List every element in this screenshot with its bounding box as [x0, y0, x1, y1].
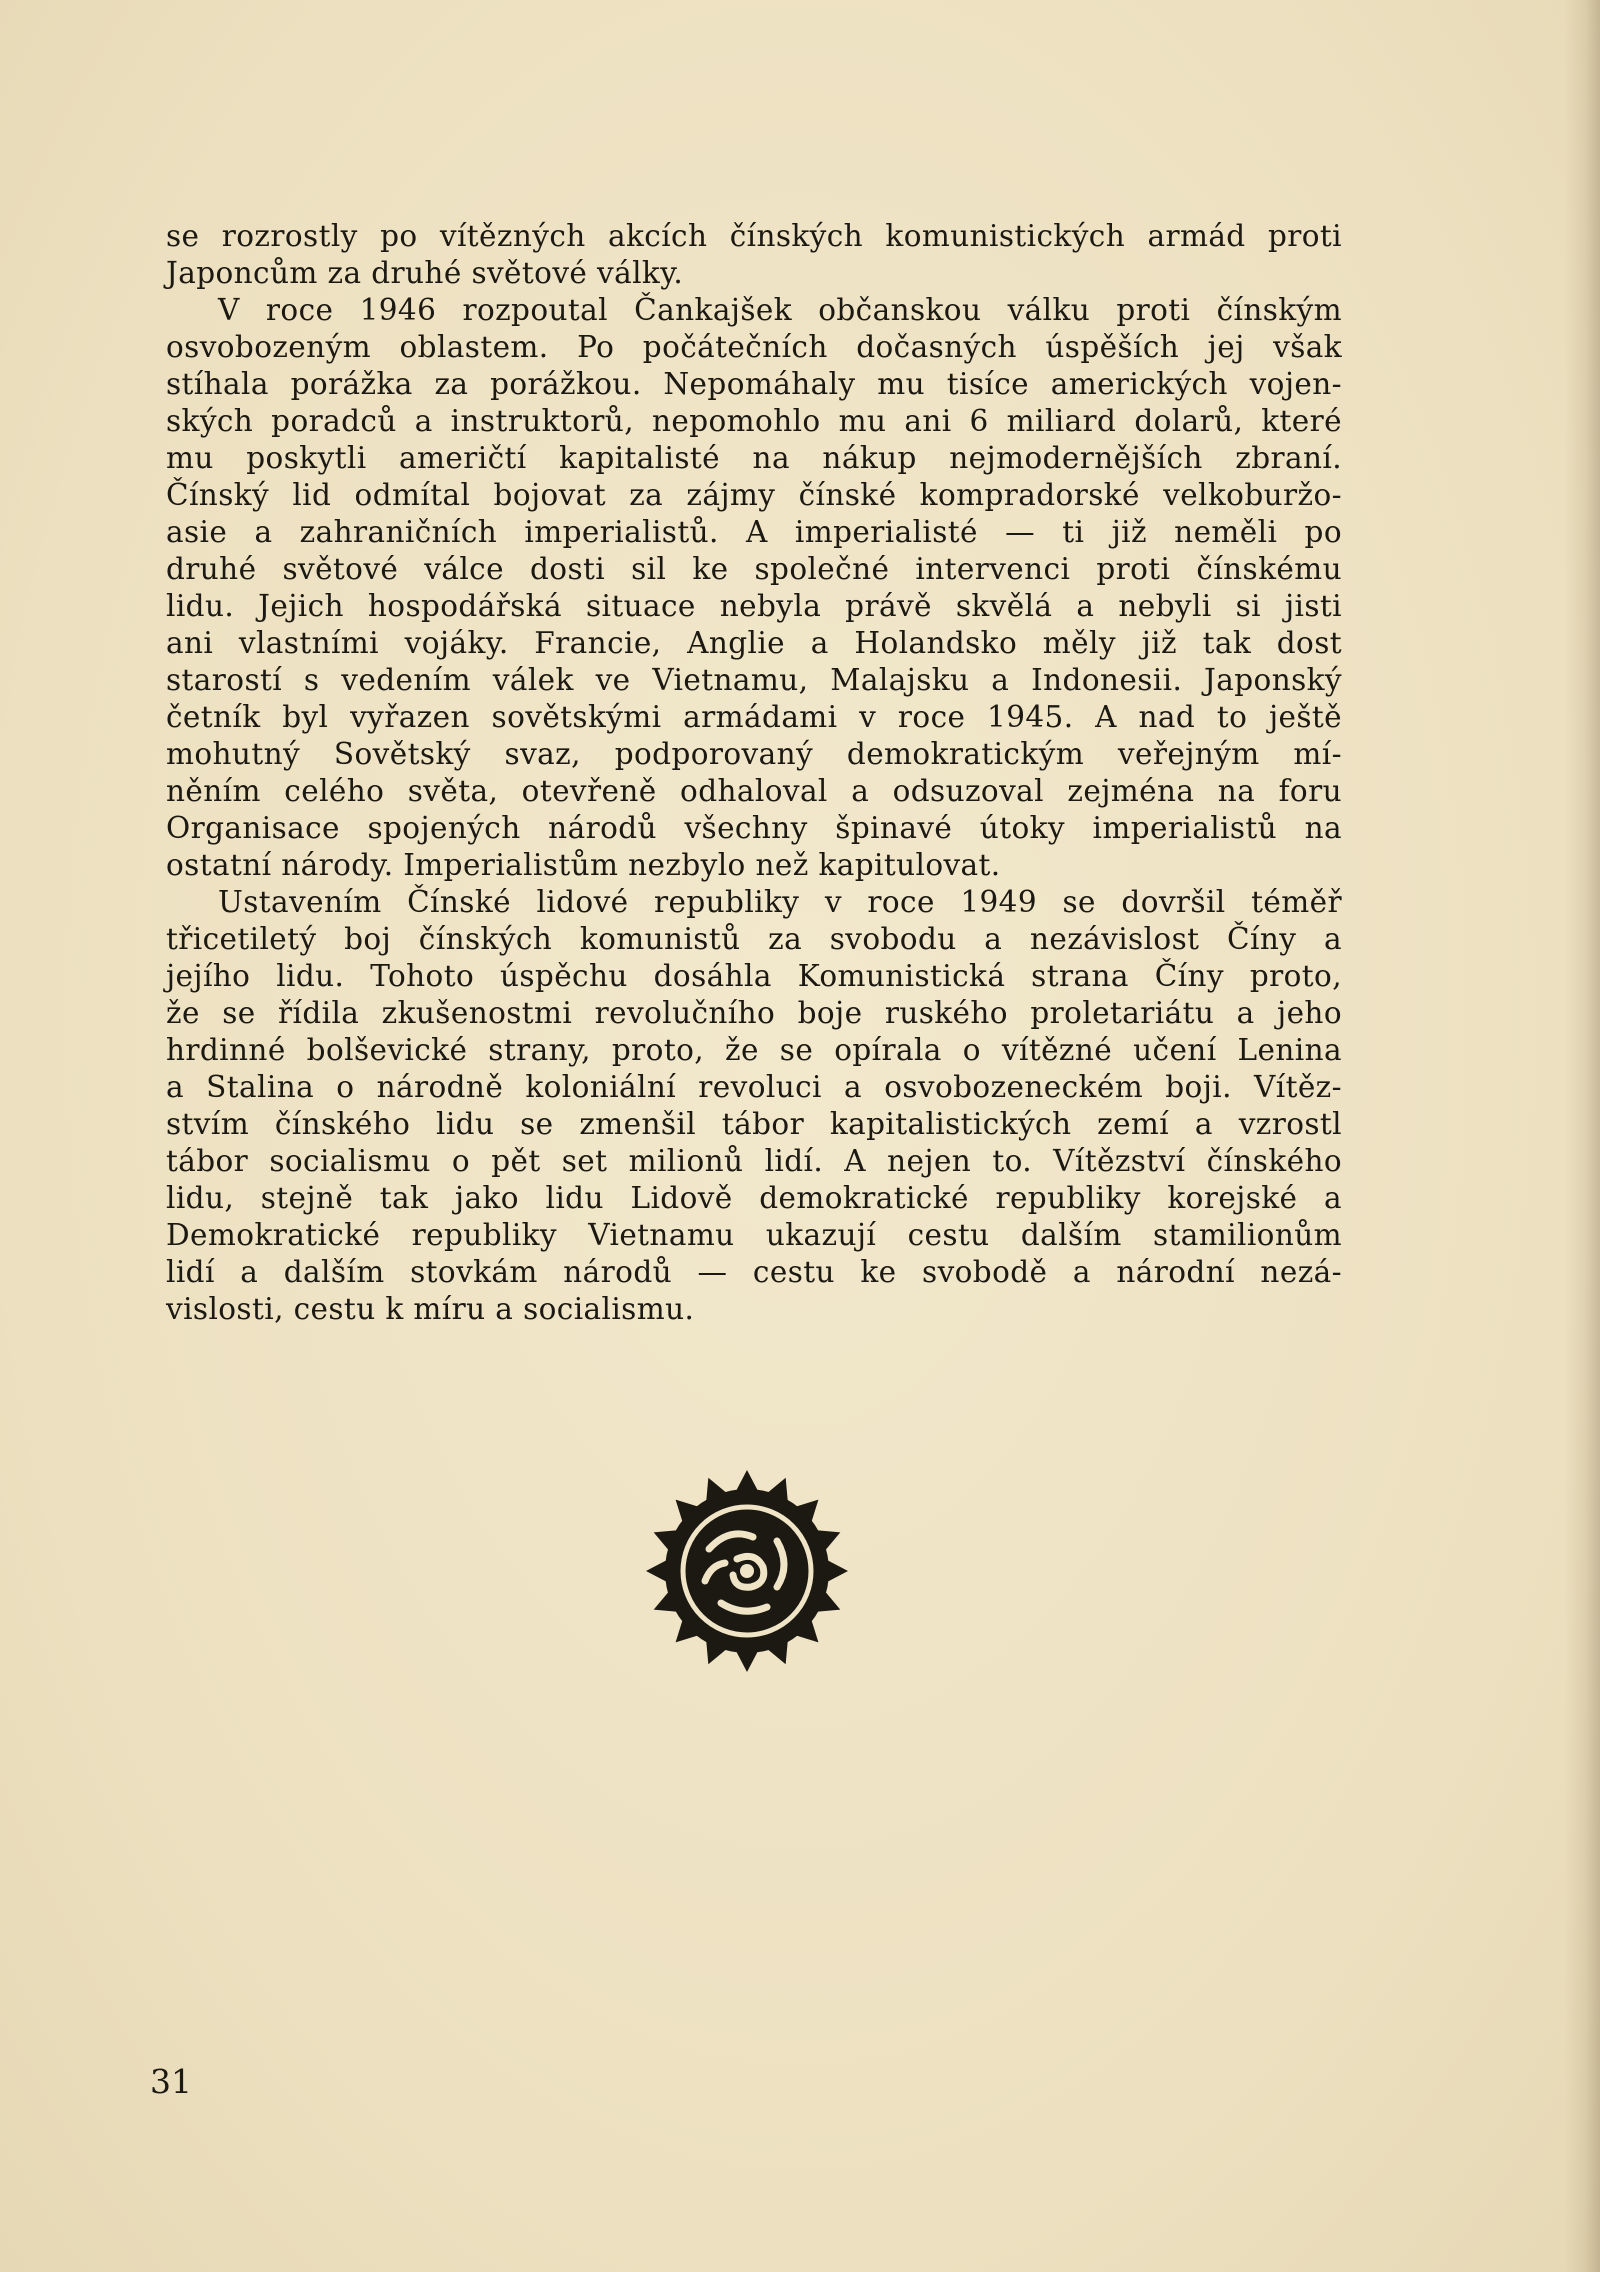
body-text	[166, 218, 1342, 1328]
paragraph-start-line: V roce 1946 rozpoutal Čankajšek občanskou válku proti čínským	[218, 293, 1342, 327]
text-line: Japoncům za druhé světové války.	[166, 256, 684, 290]
text-line: asie a zahraničních imperialistů. A imperialisté — ti již neměli po	[166, 515, 1342, 549]
text-line: starostí s vedením válek ve Vietnamu, Malajsku a Indonesii. Japonský	[166, 663, 1342, 697]
text-line: druhé světové válce dosti sil ke společné intervenci proti čínskému	[166, 552, 1342, 586]
page-edge-shadow	[1564, 0, 1600, 2272]
text-line: a Stalina o národně koloniální revoluci a osvobozeneckém boji. Vítěz-	[166, 1070, 1342, 1104]
text-line: něním celého světa, otevřeně odhaloval a odsuzoval zejména na foru	[166, 774, 1342, 808]
text-line: vislosti, cestu k míru a socialismu.	[166, 1292, 695, 1326]
text-line: ských poradců a instruktorů, nepomohlo mu ani 6 miliard dolarů, které	[166, 404, 1342, 438]
text-line: četník byl vyřazen sovětskými armádami v roce 1945. A nad to ještě	[166, 700, 1342, 734]
page-number: 31	[150, 2062, 192, 2101]
text-line: Čínský lid odmítal bojovat za zájmy čínské kompradorské velkoburžo-	[166, 478, 1342, 512]
sun-emblem-icon	[644, 1468, 850, 1674]
text-line: ani vlastními vojáky. Francie, Anglie a Holandsko měly již tak dost	[166, 626, 1342, 660]
text-line: Demokratické republiky Vietnamu ukazují cestu dalším stamilionům	[166, 1218, 1342, 1252]
paragraph-start-line: Ustavením Čínské lidové republiky v roce 1949 se dovršil téměř	[218, 885, 1342, 919]
text-line: hrdinné bolševické strany, proto, že se opírala o vítězné učení Lenina	[166, 1033, 1342, 1067]
text-line: jejího lidu. Tohoto úspěchu dosáhla Komunistická strana Číny proto,	[166, 959, 1342, 993]
text-line: mohutný Sovětský svaz, podporovaný demokratickým veřejným mí-	[166, 737, 1342, 771]
text-line: se rozrostly po vítězných akcích čínských komunistických armád proti	[166, 219, 1342, 253]
text-line: Organisace spojených národů všechny špinavé útoky imperialistů na	[166, 811, 1342, 845]
text-line: stvím čínského lidu se zmenšil tábor kapitalistických zemí a vzrostl	[166, 1107, 1342, 1141]
text-line: lidí a dalším stovkám národů — cestu ke svobodě a národní nezá-	[166, 1255, 1342, 1289]
text-line: tábor socialismu o pět set milionů lidí. A nejen to. Vítězství čínského	[166, 1144, 1342, 1178]
text-line: že se řídila zkušenostmi revolučního boje ruského proletariátu a jeho	[166, 996, 1342, 1030]
text-line: osvobozeným oblastem. Po počátečních dočasných úspěších jej však	[166, 330, 1342, 364]
text-line: lidu. Jejich hospodářská situace nebyla právě skvělá a nebyli si jisti	[166, 589, 1342, 623]
text-line: ostatní národy. Imperialistům nezbylo než kapitulovat.	[166, 848, 1001, 882]
text-line: stíhala porážka za porážkou. Nepomáhaly mu tisíce amerických vojen-	[166, 367, 1342, 401]
text-line: mu poskytli američtí kapitalisté na nákup nejmodernějších zbraní.	[166, 441, 1342, 475]
text-line: třicetiletý boj čínských komunistů za svobodu a nezávislost Číny a	[166, 922, 1342, 956]
sun-center-dot	[740, 1564, 754, 1578]
text-line: lidu, stejně tak jako lidu Lidově demokratické republiky korejské a	[166, 1181, 1342, 1215]
